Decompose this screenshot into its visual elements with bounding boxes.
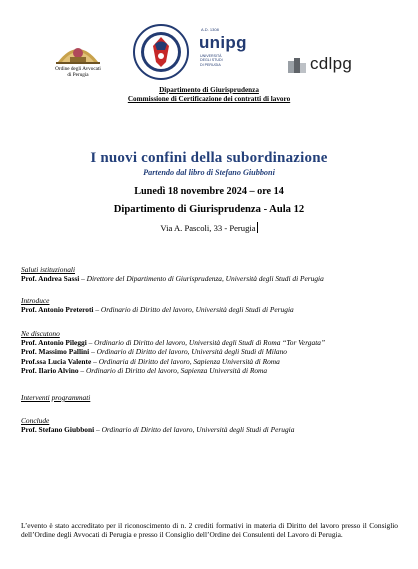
- event-address-text: Via A. Pascoli, 33 - Perugia: [160, 223, 256, 233]
- university-seal-logo: [133, 24, 189, 80]
- speaker-role: Ordinario di Diritto del lavoro, Università degli Studi di Milano: [96, 347, 287, 357]
- department-name: Dipartimento di Giurisprudenza: [159, 86, 259, 94]
- unipg-sub-line1: UNIVERSITÀ: [200, 54, 222, 58]
- speaker-row: Prof. Andrea Sassi – Direttore del Dipartimento di Giurisprudenza, Università degli Studi di Perugia: [21, 274, 324, 284]
- speaker-name: Prof. Antonio Pileggi: [21, 338, 87, 348]
- unipg-logo: [199, 27, 259, 75]
- event-address: [0, 222, 418, 233]
- event-subtitle: Partendo dal libro di Stefano Giubboni: [143, 168, 275, 177]
- speaker-row: Prof. Antonio Preteroti – Ordinario di Diritto del lavoro, Università degli Studi di Perugia: [21, 305, 294, 315]
- ordine-caption-line1: Ordine degli Avvocati: [55, 66, 101, 72]
- speaker-role: Ordinario di Diritto del lavoro, Università degli Studi di Perugia: [101, 425, 295, 435]
- section-conclude: [21, 416, 406, 434]
- unipg-sub-line3: DI PERUGIA: [200, 62, 221, 67]
- section-label: Introduce: [21, 296, 50, 305]
- unipg-sub-line2: DEGLI STUDI: [200, 58, 223, 63]
- section-label: Ne discutono: [21, 329, 60, 338]
- speaker-name: Prof. Stefano Giubboni: [21, 425, 95, 435]
- cdlpg-logo: [287, 54, 362, 78]
- speaker-role: Ordinario di Diritto del lavoro, Sapienza Università di Roma: [85, 365, 268, 375]
- accreditation-note: L’evento è stato accreditato per il riconoscimento di n. 2 crediti formativi in materia di Diritto del lavoro presso il Consiglio dell’Ordine degli Avvocati di Perugia e presso il Consiglio dell’Ordine dei Consulenti del Lavoro di Perugia.: [21, 521, 398, 540]
- speaker-row: Prof. Antonio Pileggi – Ordinario di Diritto del lavoro, Università degli Studi di Roma “Tor Vergata”: [21, 338, 326, 348]
- commission-name: Commissione di Certificazione dei contratti di lavoro: [127, 95, 291, 103]
- event-date: Lunedì 18 novembre 2024 – ore 14: [134, 186, 284, 197]
- section-ne-discutono: [21, 329, 406, 375]
- event-title: I nuovi confini della subordinazione: [90, 150, 328, 166]
- speaker-role: Ordinario di Diritto del lavoro, Università degli Studi di Perugia: [100, 305, 294, 315]
- speaker-row: Prof. Massimo Pallini – Ordinario di Diritto del lavoro, Università degli Studi di Milano: [21, 347, 287, 357]
- section-saluti: [21, 265, 406, 283]
- speaker-role: Ordinario di Diritto del lavoro, Università degli Studi di Roma “Tor Vergata”: [94, 338, 326, 348]
- cdlpg-mark-icon: [287, 55, 307, 75]
- ordine-avvocati-logo: [56, 40, 100, 64]
- section-label: Interventi programmati: [21, 393, 91, 402]
- unipg-wordmark: unipg: [199, 33, 247, 52]
- speaker-name: Prof. Massimo Pallini: [21, 347, 90, 357]
- section-interventi: [21, 393, 406, 402]
- unipg-subtitle: [200, 54, 223, 67]
- speaker-name: Prof. Antonio Preteroti: [21, 305, 94, 315]
- unipg-year: A.D. 1308: [201, 27, 219, 32]
- cdlpg-wordmark: cdlpg: [310, 54, 353, 73]
- event-venue: Dipartimento di Giurisprudenza - Aula 12: [113, 204, 305, 215]
- section-introduce: [21, 296, 406, 314]
- section-label: Saluti istituzionali: [21, 265, 76, 274]
- department-header: [0, 86, 418, 104]
- speaker-role: Direttore del Dipartimento di Giurisprudenza, Università degli Studi di Perugia: [86, 274, 324, 284]
- speaker-name: Prof. Andrea Sassi: [21, 274, 80, 284]
- speaker-role: Ordinaria di Diritto del lavoro, Sapienza Università di Roma: [98, 356, 280, 366]
- speaker-row: Prof.ssa Lucia Valente – Ordinaria di Diritto del lavoro, Sapienza Università di Roma: [21, 356, 280, 366]
- speaker-name: Prof.ssa Lucia Valente: [21, 356, 92, 366]
- speaker-row: Prof. Ilario Alvino – Ordinario di Diritto del lavoro, Sapienza Università di Roma: [21, 365, 268, 375]
- ordine-caption-line2: di Perugia: [67, 72, 89, 78]
- text-cursor: [257, 222, 258, 233]
- section-label: Conclude: [21, 416, 50, 425]
- ordine-avvocati-caption: [40, 66, 116, 78]
- speaker-name: Prof. Ilario Alvino: [21, 365, 79, 375]
- speaker-row: Prof. Stefano Giubboni – Ordinario di Diritto del lavoro, Università degli Studi di Perugia: [21, 425, 295, 435]
